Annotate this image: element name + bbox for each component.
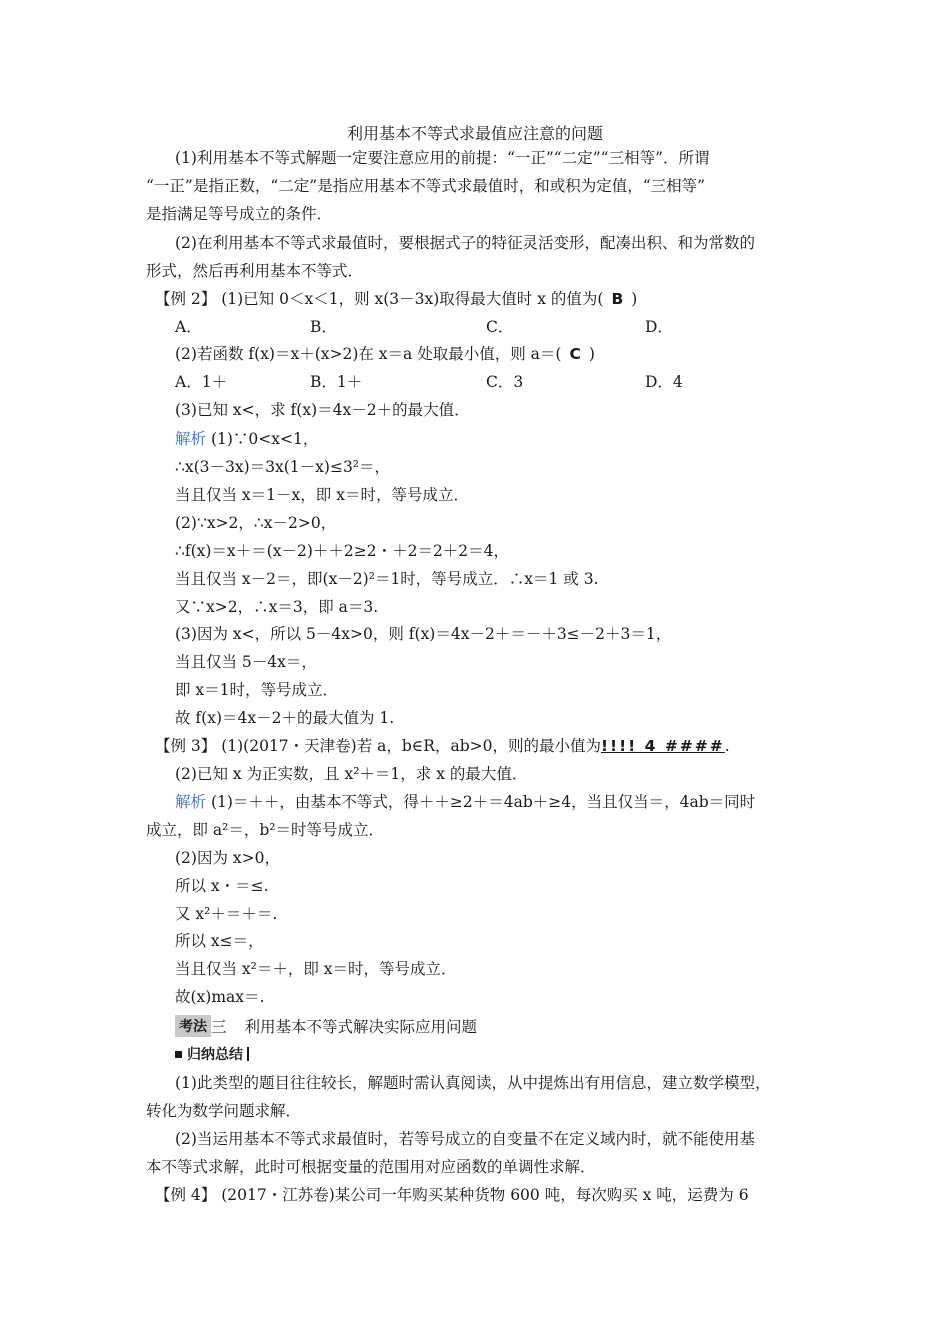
section-tag: 考法 — [175, 1015, 211, 1037]
solution-3-line-1 — [175, 791, 755, 813]
example-4-text: (2017・江苏卷)某公司一年购买某种货物 600 吨，每次购买 x 吨，运费为 6 — [216, 1186, 749, 1204]
example-2-q2-option-c: C．3 — [486, 373, 524, 391]
example-2-q2-option-a: A．1＋ — [175, 373, 228, 391]
summary-header — [175, 1044, 249, 1064]
intro-paragraph-1-line-2: “一正”是指正数，“二定”是指应用基本不等式求最值时，和或积为定值，“三相等” — [146, 177, 706, 195]
solution-2-line-4: (2)∵x>2，∴x－2>0， — [175, 514, 337, 532]
solution-2-line-8: (3)因为 x<，所以 5－4x>0，则 f(x)＝4x－2＋＝－＋3≤－2＋3＝1， — [175, 625, 672, 643]
solution-2-text-1: (1)∵0<x<1， — [206, 430, 319, 448]
solution-2-line-1 — [175, 428, 318, 450]
example-2-q1-option-b: B． — [310, 318, 337, 336]
page-title: 利用基本不等式求最值应注意的问题 — [346, 124, 603, 143]
example-2-label: 【例 2】 — [155, 290, 217, 308]
solution-3-line-8: 故(x)max＝. — [175, 988, 265, 1006]
summary-header-label: 归纳总结 — [187, 1047, 243, 1063]
example-3-question-1 — [155, 735, 730, 757]
section-title: 利用基本不等式解决实际应用问题 — [244, 1018, 478, 1036]
intro-paragraph-1-line-3: 是指满足等号成立的条件． — [146, 205, 333, 223]
example-2-q1-answer: B — [611, 290, 624, 308]
solution-3-line-6: 所以 x≤＝， — [175, 932, 264, 950]
example-3-answer-blank: !!!! 4 #### — [600, 737, 725, 755]
example-3-label: 【例 3】 — [155, 737, 217, 755]
solution-2-line-11: 故 f(x)＝4x－2＋的最大值为 1. — [175, 709, 395, 727]
solution-3-line-2: 成立，即 a²＝，b²＝时等号成立． — [146, 821, 385, 839]
summary-paragraph-2-line-1: (2)当运用基本不等式求最值时，若等号成立的自变量不在定义域内时，就不能使用基 — [175, 1130, 755, 1148]
example-3-q1-text: (1)(2017・天津卷)若 a，b∈R，ab>0，则的最小值为 — [216, 737, 601, 755]
solution-2-label: 解析 — [175, 430, 207, 448]
example-2-q2-answer: C — [569, 345, 581, 363]
summary-paragraph-2-line-2: 本不等式求解，此时可根据变量的范围用对应函数的单调性求解． — [146, 1158, 596, 1176]
intro-paragraph-2-line-1: (2)在利用基本不等式求最值时，要根据式子的特征灵活变形，配凑出积、和为常数的 — [175, 234, 755, 252]
example-2-q2-text: (2)若函数 f(x)＝x＋(x>2)在 x＝a 处取最小值，则 a＝( — [175, 345, 562, 363]
solution-3-line-3: (2)因为 x>0， — [175, 849, 280, 867]
example-2-q2-close: ) — [588, 345, 595, 363]
solution-3-line-4: 所以 x・＝≤. — [175, 877, 269, 895]
example-2-q1-close: ) — [631, 290, 638, 308]
example-2-question-3: (3)已知 x<，求 f(x)＝4x－2＋的最大值． — [175, 401, 470, 419]
example-2-q2-option-d: D．4 — [645, 373, 683, 391]
example-4-label: 【例 4】 — [155, 1186, 217, 1204]
bar-marker-icon — [247, 1047, 249, 1061]
intro-paragraph-2-line-2: 形式，然后再利用基本不等式． — [146, 262, 364, 280]
square-bullet-icon — [175, 1051, 182, 1058]
solution-2-line-10: 即 x＝1时，等号成立． — [175, 681, 339, 699]
solution-2-line-9: 当且仅当 5－4x＝， — [175, 653, 317, 671]
solution-2-line-7: 又∵x>2，∴x＝3，即 a＝3. — [175, 598, 379, 616]
intro-paragraph-1-line-1: (1)利用基本不等式解题一定要注意应用的前提：“一正”“二定”“三相等”．所谓 — [175, 149, 710, 167]
example-2-q1-option-a: A． — [175, 318, 202, 336]
solution-2-line-6: 当且仅当 x－2＝，即(x－2)²＝1时，等号成立．∴x＝1 或 3. — [175, 570, 599, 588]
solution-2-line-3: 当且仅当 x＝1－x，即 x＝时，等号成立． — [175, 486, 469, 504]
solution-3-text-1: (1)＝＋＋，由基本不等式，得＋＋≥2＋＝4ab＋≥4，当且仅当＝，4ab＝同时 — [206, 793, 756, 811]
summary-paragraph-1-line-1: (1)此类型的题目往往较长，解题时需认真阅读，从中提炼出有用信息，建立数学模型， — [175, 1074, 771, 1092]
section-number: 三 — [211, 1018, 227, 1036]
example-2-q1-option-c: C． — [486, 318, 514, 336]
example-2-question-2 — [175, 343, 595, 365]
solution-2-line-2: ∴x(3－3x)＝3x(1－x)≤3²＝， — [175, 458, 391, 476]
example-2-q1-option-d: D． — [645, 318, 673, 336]
solution-3-line-5: 又 x²＋＝＋＝. — [175, 905, 278, 923]
section-header — [175, 1014, 477, 1038]
solution-3-line-7: 当且仅当 x²＝＋，即 x＝时，等号成立． — [175, 960, 457, 978]
example-3-question-2: (2)已知 x 为正实数，且 x²＋＝1，求 x 的最大值． — [175, 765, 528, 783]
example-2-q2-option-b: B．1＋ — [310, 373, 363, 391]
summary-paragraph-1-line-2: 转化为数学问题求解． — [146, 1102, 302, 1120]
example-3-q1-end: . — [724, 737, 730, 755]
solution-3-label: 解析 — [175, 793, 207, 811]
example-4-question — [155, 1184, 749, 1206]
example-2-question-1 — [155, 288, 637, 310]
solution-2-line-5: ∴f(x)＝x＋＝(x－2)＋＋2≥2・＋2＝2＋2＝4， — [175, 542, 510, 560]
example-2-q1-text: (1)已知 0＜x＜1，则 x(3－3x)取得最大值时 x 的值为( — [216, 290, 604, 308]
